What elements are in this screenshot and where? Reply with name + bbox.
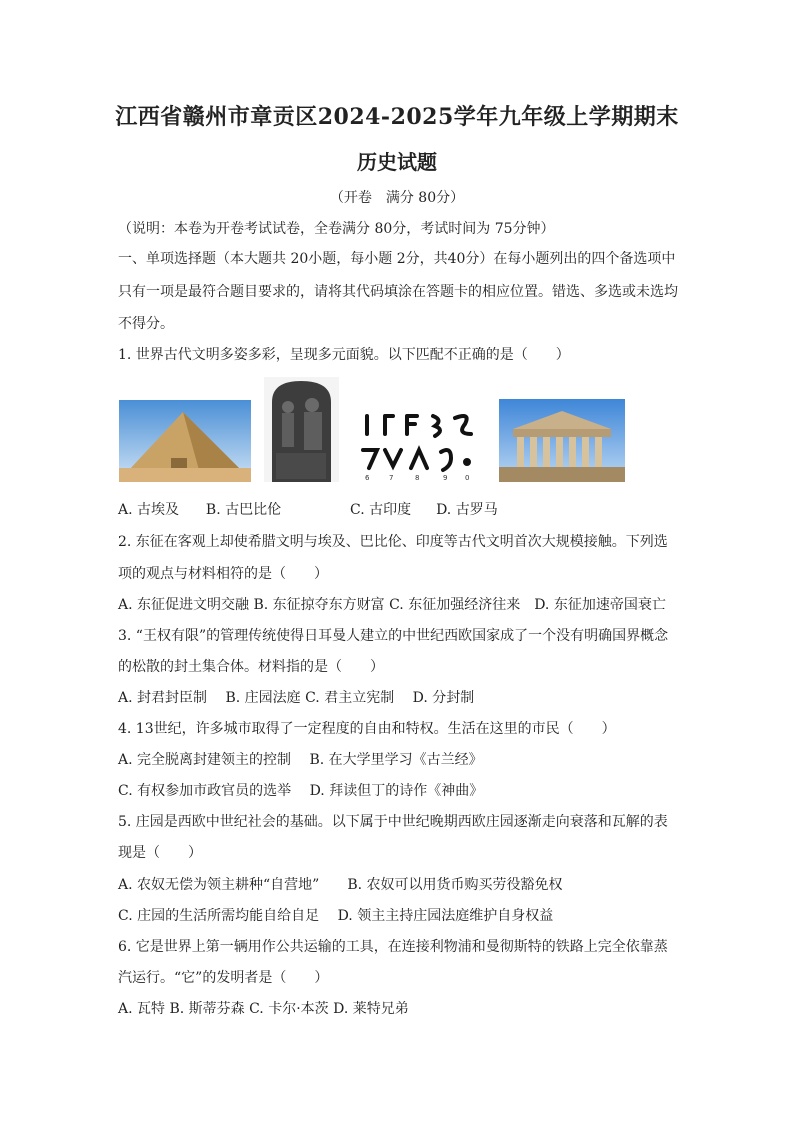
section-heading-line-1: 一、单项选择题（本大题共 20小题，每小题 2分，共40分）在每小题列出的四个备选项中 <box>118 251 676 267</box>
question-3-options: A. 封君封臣制 B. 庄园法庭 C. 君主立宪制 D. 分封制 <box>118 690 475 706</box>
exam-meta: （开卷 满分 80分） <box>329 190 465 206</box>
svg-text:6: 6 <box>365 474 370 482</box>
svg-text:0: 0 <box>465 474 470 482</box>
pyramid-image <box>119 400 251 482</box>
option-c[interactable]: C. 古印度 <box>350 502 412 518</box>
svg-text:8: 8 <box>415 474 420 482</box>
question-3-line-1: 3. “王权有限”的管理传统使得日耳曼人建立的中世纪西欧国家成了一个没有明确国界概念 <box>118 628 669 644</box>
option-b[interactable]: B. 古巴比伦 <box>205 502 282 518</box>
question-5-options-2: C. 庄园的生活所需均能自给自足 D. 领主主持庄园法庭维护自身权益 <box>118 908 554 924</box>
question-6-line-1: 6. 它是世界上第一辆用作公共运输的工具，在连接利物浦和曼彻斯特的铁路上完全依靠蒸 <box>118 939 668 955</box>
hammurabi-stele-image <box>264 377 339 482</box>
question-1: 1. 世界古代文明多姿多彩，呈现多元面貌。以下匹配不正确的是（ ） <box>118 347 570 363</box>
instructions: （说明：本卷为开卷考试试卷，全卷满分 80分，考试时间为 75分钟） <box>118 221 555 237</box>
option-d[interactable]: D. 古罗马 <box>436 502 498 518</box>
question-6-line-2: 汽运行。“它”的发明者是（ ） <box>118 970 329 986</box>
indian-numerals-image <box>355 408 481 482</box>
svg-text:9: 9 <box>443 474 448 482</box>
question-3-line-2: 的松散的封土集合体。材料指的是（ ） <box>118 659 384 675</box>
question-6-options: A. 瓦特 B. 斯蒂芬森 C. 卡尔·本茨 D. 莱特兄弟 <box>118 1001 409 1017</box>
question-5-line-1: 5. 庄园是西欧中世纪社会的基础。以下属于中世纪晚期西欧庄园逐渐走向衰落和瓦解的表 <box>118 814 668 830</box>
section-heading-line-3: 不得分。 <box>118 316 174 332</box>
section-heading-line-2: 只有一项是最符合题目要求的，请将其代码填涂在答题卡的相应位置。错选、多选或未选均 <box>118 284 678 300</box>
question-5-line-2: 现是（ ） <box>118 845 202 861</box>
parthenon-image <box>499 399 625 482</box>
option-a[interactable]: A. 古埃及 <box>118 502 180 518</box>
exam-subject: 历史试题 <box>357 150 437 174</box>
question-5-options-1: A. 农奴无偿为领主耕种“自营地” B. 农奴可以用货币购买劳役豁免权 <box>118 877 563 893</box>
question-2-line-1: 2. 东征在客观上却使希腊文明与埃及、巴比伦、印度等古代文明首次大规模接触。下列选 <box>118 534 668 550</box>
exam-title: 江西省赣州市章贡区2024-2025学年九年级上学期期末 <box>115 104 679 130</box>
question-4: 4. 13世纪，许多城市取得了一定程度的自由和特权。生活在这里的市民（ ） <box>118 721 616 737</box>
question-1-options <box>118 499 498 519</box>
question-2-options: A. 东征促进文明交融 B. 东征掠夺东方财富 C. 东征加强经济往来 D. 东征加速帝国衰亡 <box>118 597 666 613</box>
question-4-options-1: A. 完全脱离封建领主的控制 B. 在大学里学习《古兰经》 <box>118 752 483 768</box>
question-2-line-2: 项的观点与材料相符的是（ ） <box>118 566 328 582</box>
svg-text:7: 7 <box>389 474 394 482</box>
question-4-options-2: C. 有权参加市政官员的选举 D. 拜读但丁的诗作《神曲》 <box>118 783 484 799</box>
